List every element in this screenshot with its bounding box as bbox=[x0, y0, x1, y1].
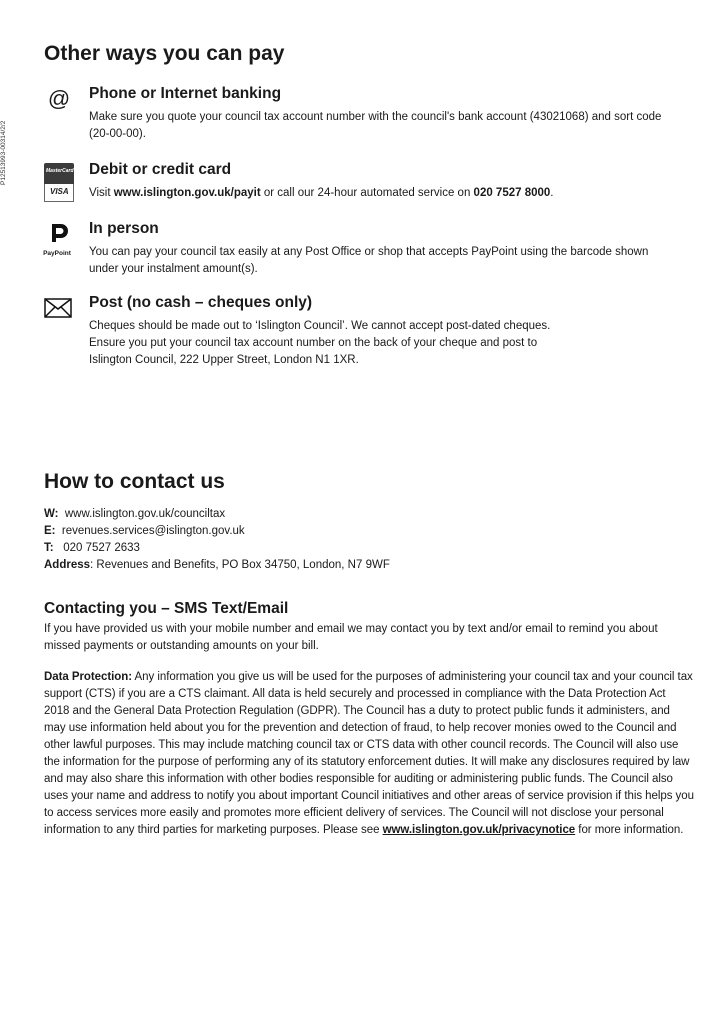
post-title: Post (no cash – cheques only) bbox=[89, 294, 313, 311]
post-text-line-1: Cheques should be made out to ‘Islington Council’. We cannot accept post-dated cheques. bbox=[89, 320, 551, 332]
at-sign-icon: @ bbox=[47, 86, 71, 111]
address-value: : Revenues and Benefits, PO Box 34750, London, N7 9WF bbox=[90, 559, 390, 571]
tel-value: 020 7527 2633 bbox=[63, 542, 140, 554]
sms-email-text: If you have provided us with your mobile number and email we may contact you by text and/or email to remind you about missed payments or outstanding amounts on your bill. bbox=[44, 623, 658, 652]
payit-link[interactable]: www.islington.gov.uk/payit bbox=[113, 187, 261, 199]
in-person-title: In person bbox=[89, 220, 159, 237]
contact-web-row bbox=[44, 506, 684, 523]
in-person-text: You can pay your council tax easily at any Post Office or shop that accepts PayPoint using the barcode shown under your instalment amount(s). bbox=[89, 246, 649, 275]
document-reference-code: P12513993-00314/2/2 bbox=[0, 120, 7, 185]
contact-heading: How to contact us bbox=[44, 470, 225, 493]
contact-address-row bbox=[44, 557, 684, 574]
payment-options-heading: Other ways you can pay bbox=[44, 42, 285, 65]
data-protection-paragraph bbox=[44, 669, 694, 839]
post-text-line-2: Ensure you put your council tax account number on the back of your cheque and post to bbox=[89, 337, 538, 349]
data-protection-text: Any information you give us will be used for the purposes of administering your council tax and your council tax support (CTS) if you are a CTS claimant. All data is held securely and processed in compliance with the Data Protection Act 2018 and the General Data Protection Regulation (GDPR). The Council has a duty to protect public funds it administers, and may use information held about you for the prevention and detection of fraud, to help recover monies owed to the Council and other lawful purposes. This may include matching council tax or CTS data with other council records. The Council will also use the information for the purpose of performing any of its statutory enforcement duties. It will make any disclosures required by law and may also share this information with other bodies responsible for auditing or administering public funds. The Council also uses your name and address to notify you about important Council initiatives and other areas of service provision if this helps you to access services more easily and promotes more efficient delivery of services. The Council will not disclose your personal information to any third parties for marketing purposes. Please see bbox=[44, 671, 694, 836]
card-text-prefix: Visit bbox=[89, 187, 114, 199]
credit-card-icon bbox=[44, 163, 74, 196]
email-label: E: bbox=[44, 525, 56, 537]
card-text-suffix: . bbox=[550, 187, 554, 199]
data-protection-suffix: for more information. bbox=[575, 824, 684, 836]
envelope-icon bbox=[44, 294, 74, 324]
contact-details bbox=[44, 506, 684, 574]
address-label: Address bbox=[44, 559, 91, 571]
email-link[interactable]: revenues.services@islington.gov.uk bbox=[61, 525, 245, 537]
phone-internet-banking-text: Make sure you quote your council tax account number with the council's bank account (43021068) and sort code (20-00-00). bbox=[89, 111, 662, 140]
debit-credit-card-text bbox=[89, 185, 674, 202]
tel-label: T: bbox=[44, 542, 54, 554]
visa-label: VISA bbox=[50, 187, 69, 196]
privacy-notice-link[interactable]: www.islington.gov.uk/privacynotice bbox=[382, 824, 576, 836]
paypoint-icon bbox=[42, 222, 72, 257]
sms-email-heading: Contacting you – SMS Text/Email bbox=[44, 600, 289, 617]
mastercard-label: MasterCard bbox=[46, 168, 74, 174]
debit-credit-card-title: Debit or credit card bbox=[89, 161, 232, 178]
data-protection-label: Data Protection: bbox=[44, 671, 133, 683]
contact-email-row bbox=[44, 523, 684, 540]
phone-internet-banking-title: Phone or Internet banking bbox=[89, 85, 282, 102]
contact-phone-row bbox=[44, 540, 684, 557]
web-label: W: bbox=[44, 508, 59, 520]
paypoint-label: PayPoint bbox=[43, 250, 71, 257]
post-text bbox=[89, 318, 674, 369]
post-text-line-3: Islington Council, 222 Upper Street, London N1 1XR. bbox=[89, 354, 359, 366]
automated-phone-number: 020 7527 8000 bbox=[473, 187, 551, 199]
card-text-middle: or call our 24-hour automated service on bbox=[260, 187, 474, 199]
web-link[interactable]: www.islington.gov.uk/counciltax bbox=[64, 508, 226, 520]
